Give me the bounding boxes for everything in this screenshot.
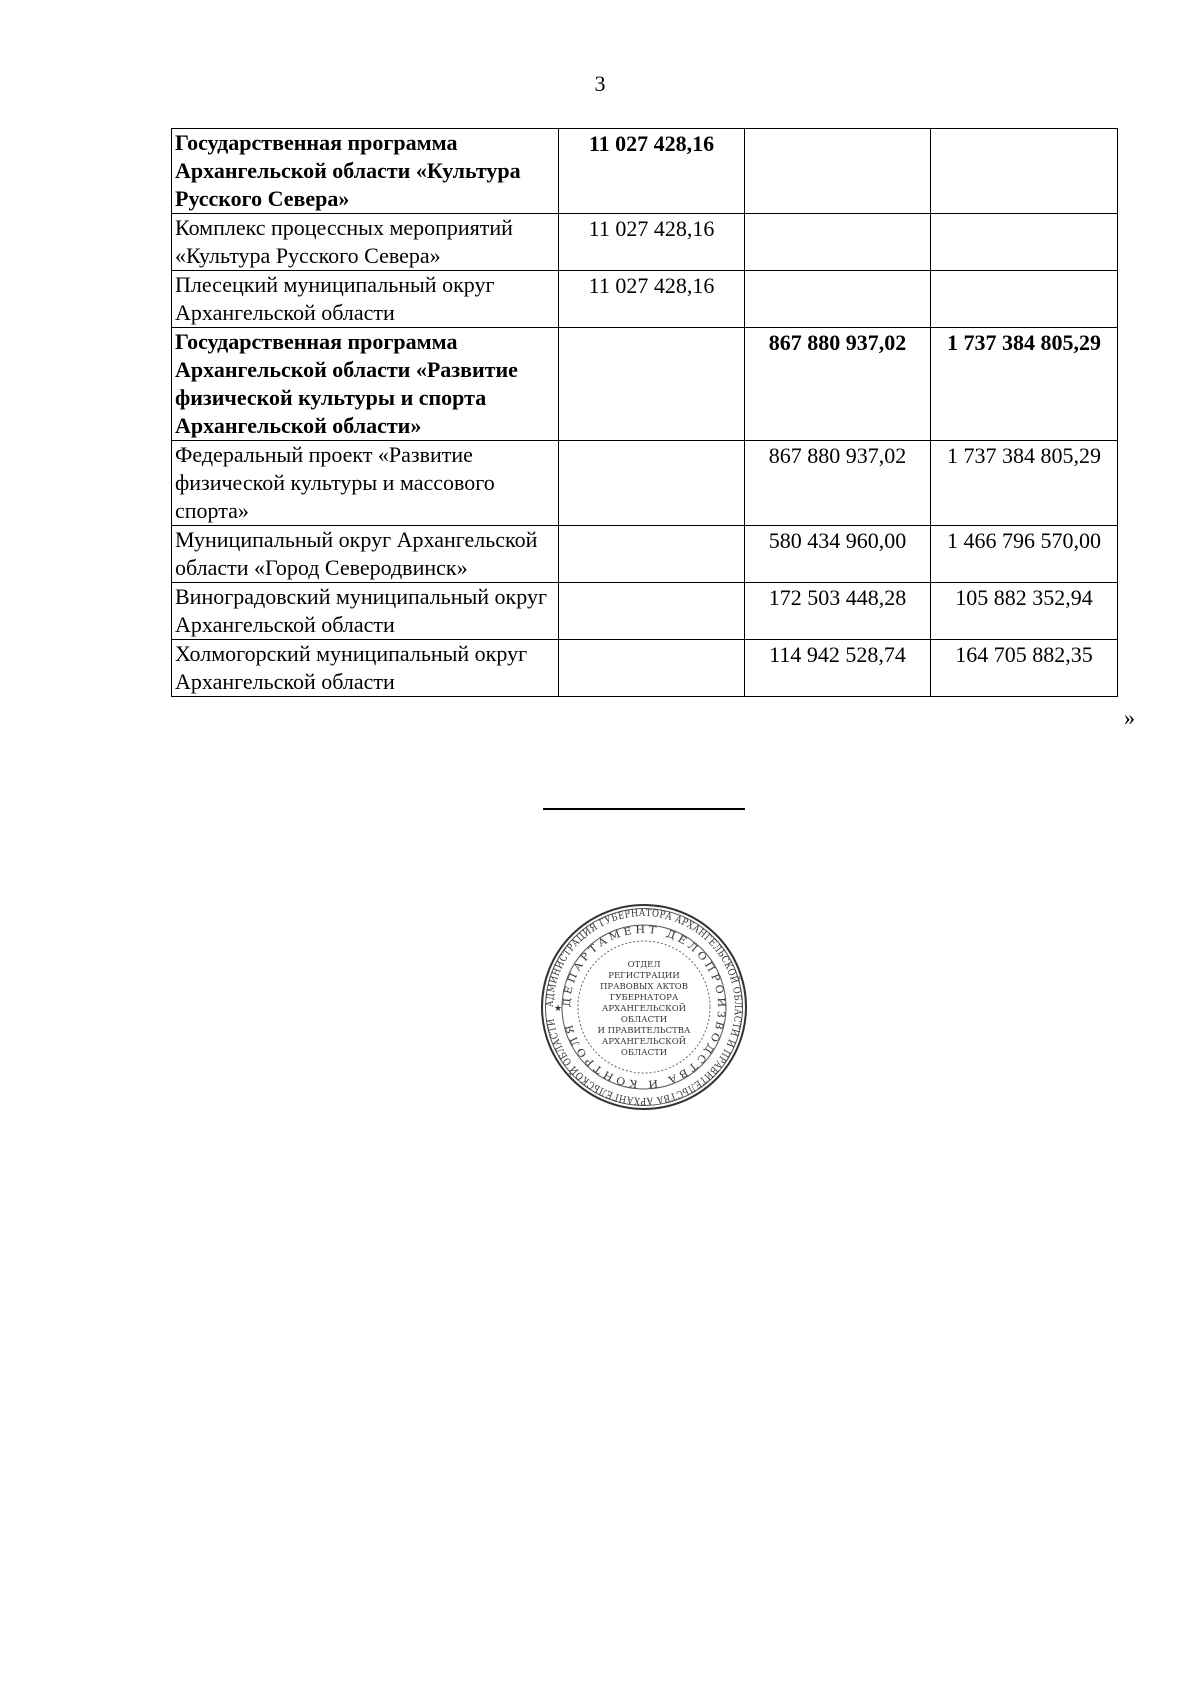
seal-center-line: ПРАВОВЫХ АКТОВ	[599, 982, 689, 992]
row-value-1	[559, 328, 745, 441]
seal-center-line: И ПРАВИТЕЛЬСТВА	[597, 1026, 691, 1036]
row-name: Государственная программа Архангельской области «Развитие физической культуры и спорта Архангельской области»	[172, 328, 559, 441]
seal-center-line: РЕГИСТРАЦИИ	[608, 971, 680, 981]
row-value-3: 164 705 882,35	[931, 640, 1118, 697]
seal-center-line: ОТДЕЛ	[627, 960, 661, 970]
seal-star-icon: ★	[554, 1004, 563, 1014]
seal-center-text	[598, 960, 691, 1058]
row-value-3: 1 737 384 805,29	[931, 328, 1118, 441]
row-value-3	[931, 271, 1118, 328]
row-value-2	[745, 214, 931, 271]
row-value-3: 105 882 352,94	[931, 583, 1118, 640]
table-row	[172, 129, 1118, 214]
row-name: Холмогорский муниципальный округ Архангельской области	[172, 640, 559, 697]
row-value-2	[745, 129, 931, 214]
table-row	[172, 328, 1118, 441]
seal-center-line: АРХАНГЕЛЬСКОЙ	[601, 1004, 687, 1014]
seal-center-line: ГУБЕРНАТОРА	[609, 993, 679, 1003]
row-value-1: 11 027 428,16	[559, 271, 745, 328]
official-seal	[540, 903, 748, 1111]
table-row	[172, 441, 1118, 526]
row-value-3: 1 737 384 805,29	[931, 441, 1118, 526]
row-value-3	[931, 214, 1118, 271]
row-name: Плесецкий муниципальный округ Архангельской области	[172, 271, 559, 328]
row-name: Государственная программа Архангельской области «Культура Русского Севера»	[172, 129, 559, 214]
row-name: Федеральный проект «Развитие физической культуры и массового спорта»	[172, 441, 559, 526]
row-value-3	[931, 129, 1118, 214]
row-value-2: 580 434 960,00	[745, 526, 931, 583]
row-value-2	[745, 271, 931, 328]
budget-table-body	[172, 129, 1118, 697]
seal-icon	[540, 903, 748, 1111]
seal-center-line: ОБЛАСТИ	[620, 1015, 668, 1025]
row-name: Комплекс процессных мероприятий «Культура Русского Севера»	[172, 214, 559, 271]
table-row	[172, 583, 1118, 640]
closing-quote: »	[1124, 705, 1135, 730]
row-value-1	[559, 441, 745, 526]
row-value-1: 11 027 428,16	[559, 129, 745, 214]
table-row	[172, 640, 1118, 697]
row-name: Виноградовский муниципальный округ Архангельской области	[172, 583, 559, 640]
table-row	[172, 214, 1118, 271]
table-row	[172, 271, 1118, 328]
row-value-2: 867 880 937,02	[745, 328, 931, 441]
seal-inner-ring-text: ДЕПАРТАМЕНТ ДЕЛОПРОИЗВОДСТВА И КОНТРОЛЯ	[561, 924, 727, 1090]
row-value-1: 11 027 428,16	[559, 214, 745, 271]
row-name: Муниципальный округ Архангельской области «Город Северодвинск»	[172, 526, 559, 583]
row-value-2: 172 503 448,28	[745, 583, 931, 640]
row-value-2: 867 880 937,02	[745, 441, 931, 526]
page-number: 3	[594, 71, 606, 96]
row-value-1	[559, 640, 745, 697]
seal-outer-ring-text: АДМИНИСТРАЦИЯ ГУБЕРНАТОРА АРХАНГЕЛЬСКОЙ ОБЛАСТИ И ПРАВИТЕЛЬСТВА АРХАНГЕЛЬСКОЙ ОБЛАСТИ	[544, 907, 744, 1107]
table-row	[172, 526, 1118, 583]
row-value-3: 1 466 796 570,00	[931, 526, 1118, 583]
row-value-1	[559, 526, 745, 583]
divider-line	[543, 808, 745, 810]
seal-center-line: АРХАНГЕЛЬСКОЙ	[601, 1037, 687, 1047]
seal-center-line: ОБЛАСТИ	[620, 1048, 668, 1058]
budget-table	[171, 128, 1118, 697]
row-value-1	[559, 583, 745, 640]
row-value-2: 114 942 528,74	[745, 640, 931, 697]
